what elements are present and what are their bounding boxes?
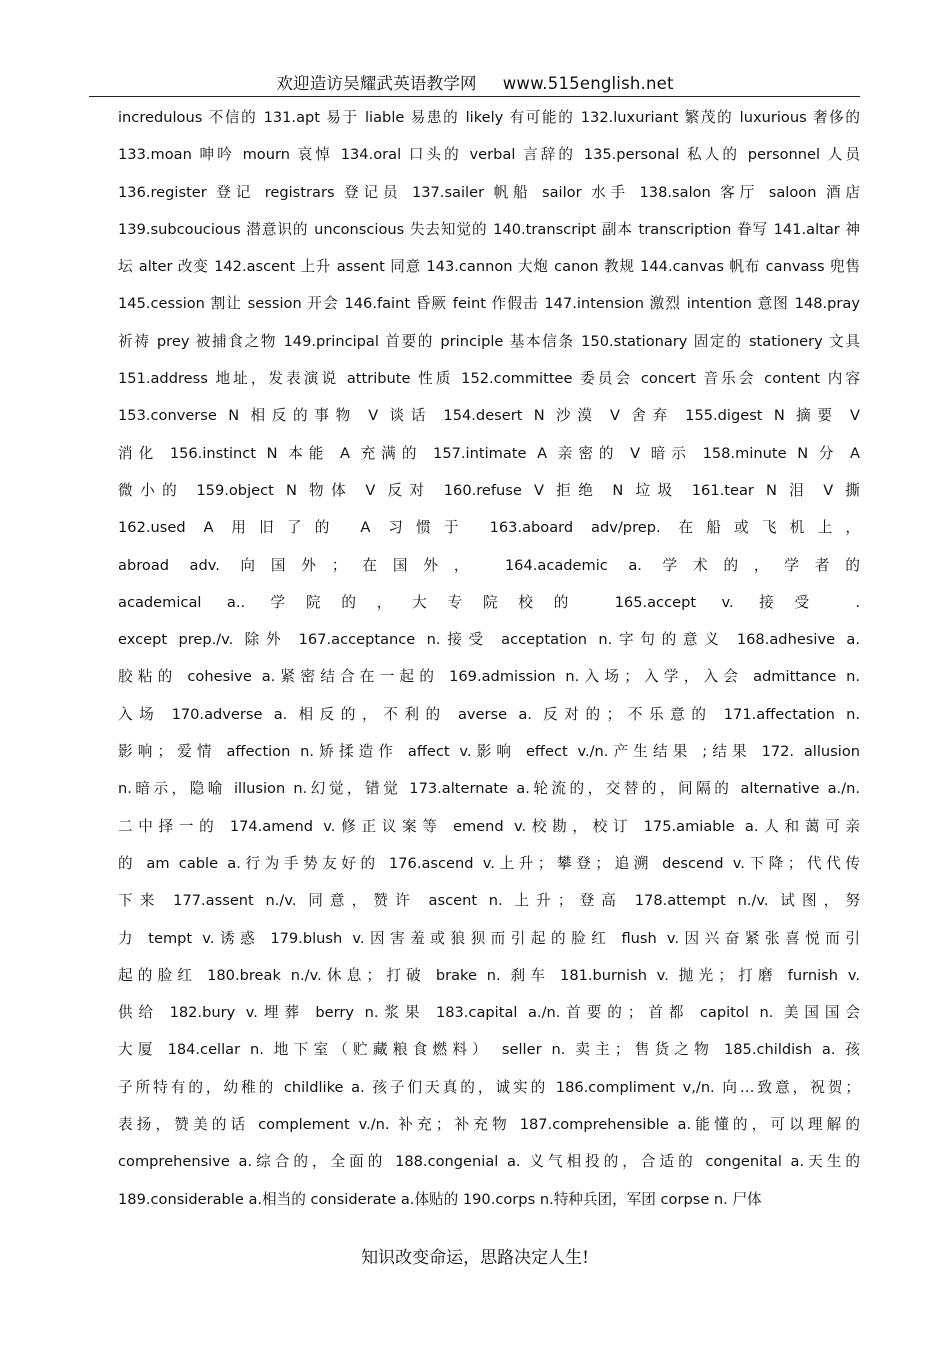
vocabulary-body: [118, 101, 860, 1220]
page-header: [0, 70, 950, 94]
text-line: 起的脸红 180.break n./v.休息；打破 brake n. 刹车 181.burnish v. 抛光；打磨 furnish v.: [118, 966, 860, 984]
text-line: 祈祷 prey 被捕食之物 149.principal 首要的 principle 基本信条 150.stationary 固定的 stationery 文具: [118, 332, 860, 350]
footer-motto: 知识改变命运，思路决定人生!: [361, 1248, 589, 1268]
text-line: 二中择一的 174.amend v.修正议案等 emend v.校勘，校订 175.amiable a.人和蔼可亲: [118, 817, 860, 835]
text-line: 162.used A 用旧了的 A 习惯于 163.aboard adv/prep. 在船或飞机上，: [118, 519, 860, 537]
text-line: incredulous 不信的 131.apt 易于 liable 易患的 likely 有可能的 132.luxuriant 繁茂的 luxurious 奢侈的: [118, 109, 860, 126]
text-line: 145.cession 割让 session 开会 146.faint 昏厥 feint 作假击 147.intension 激烈 intention 意图 148.pray: [118, 295, 860, 313]
text-line: 胶粘的 cohesive a.紧密结合在一起的 169.admission n.入场；入学，入会 admittance n.: [118, 668, 860, 686]
text-line: 139.subcoucious 潜意识的 unconscious 失去知觉的 140.transcript 副本 transcription 眷写 141.altar 神: [118, 220, 860, 238]
text-line: 的 am cable a.行为手势友好的 176.ascend v.上升；攀登；追溯 descend v.下降；代代传: [118, 854, 860, 872]
text-line: 表扬，赞美的话 complement v./n. 补充；补充物 187.comprehensible a.能懂的，可以理解的: [118, 1116, 860, 1134]
text-line: 136.register 登记 registrars 登记员 137.sailer 帆船 sailor 水手 138.salon 客厅 saloon 酒店: [118, 183, 860, 201]
text-line: 力 tempt v.诱惑 179.blush v.因害羞或狼狈而引起的脸红 flush v.因兴奋紧张喜悦而引: [118, 929, 860, 947]
text-line: 坛 alter 改变 142.ascent 上升 assent 同意 143.cannon 大炮 canon 教规 144.canvas 帆布 canvass 兜售: [118, 258, 860, 276]
text-line: 大厦 184.cellar n. 地下室（贮藏粮食燃料） seller n. 卖主；售货之物 185.childish a. 孩: [118, 1041, 860, 1059]
site-url[interactable]: www.515english.net: [502, 74, 674, 93]
page-footer: [0, 1243, 950, 1268]
text-line: 189.considerable a.相当的 considerate a.体贴的 190.corps n.特种兵团，军团 corpse n. 尸体: [118, 1190, 762, 1208]
text-line: 下来 177.assent n./v. 同意，赞许 ascent n. 上升；登高 178.attempt n./v. 试图，努: [118, 892, 860, 910]
text-line: abroad adv. 向国外；在国外， 164.academic a. 学术的，学者的: [118, 556, 860, 574]
text-line: except prep./v. 除外 167.acceptance n.接受 acceptation n.字句的意义 168.adhesive a.: [118, 631, 860, 649]
text-line: comprehensive a.综合的，全面的 188.congenial a. 义气相投的，合适的 congenital a.天生的: [118, 1153, 860, 1171]
text-line: 入场 170.adverse a. 相反的，不利的 averse a. 反对的；不乐意的 171.affectation n.: [118, 705, 860, 723]
text-line: 影响；爱情 affection n.矫揉造作 affect v.影响 effect v./n.产生结果 ;结果 172. allusion: [118, 743, 860, 761]
text-line: 151.address 地址，发表演说 attribute 性质 152.committee 委员会 concert 音乐会 content 内容: [118, 370, 860, 388]
text-line: 微小的 159.object N 物体 V 反对 160.refuse V 拒绝 N 垃圾 161.tear N 泪 V 撕: [118, 481, 860, 499]
header-divider: [89, 96, 860, 97]
text-line: 消化 156.instinct N 本能 A 充满的 157.intimate A 亲密的 V 暗示 158.minute N 分 A: [118, 444, 860, 462]
text-line: 133.moan 呻吟 mourn 哀悼 134.oral 口头的 verbal 言辞的 135.personal 私人的 personnel 人员: [118, 146, 860, 164]
text-line: 供给 182.bury v.埋葬 berry n.浆果 183.capital a./n.首要的；首都 capitol n. 美国国会: [118, 1004, 860, 1022]
site-title: 欢迎造访吴耀武英语教学网: [276, 74, 477, 93]
text-line: academical a.. 学院的，大专院校的 165.accept v. 接受 .: [118, 593, 860, 611]
text-line: n.暗示，隐喻 illusion n.幻觉，错觉 173.alternate a.轮流的，交替的，间隔的 alternative a./n.: [118, 780, 860, 798]
text-line: 153.converse N 相反的事物 V 谈话 154.desert N 沙漠 V 舍弃 155.digest N 摘要 V: [118, 407, 860, 425]
text-line: 子所特有的，幼稚的 childlike a. 孩子们天真的，诚实的 186.compliment v,/n. 向…致意，祝贺；: [118, 1078, 860, 1096]
